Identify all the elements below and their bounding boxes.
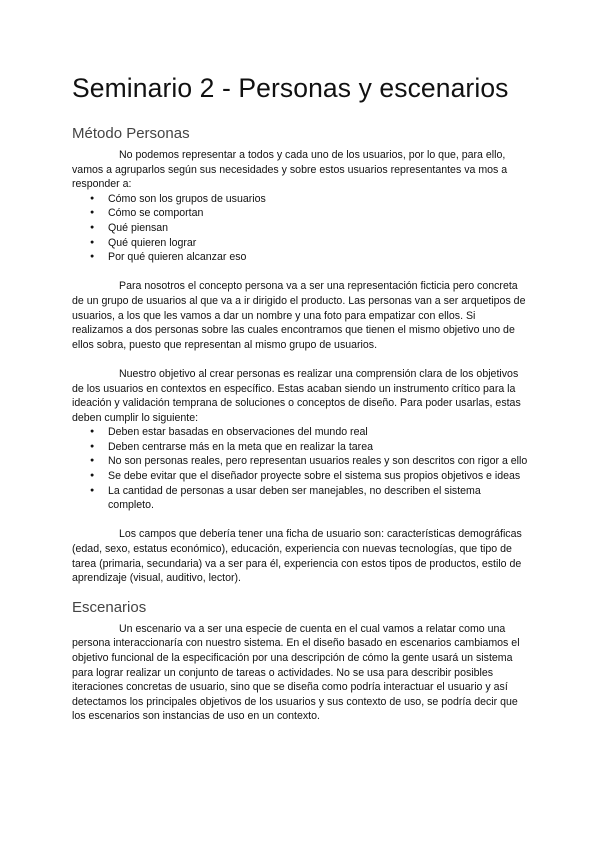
requirements-list [72, 425, 528, 513]
list-item: ● Qué piensan [90, 221, 528, 236]
paragraph-persona-objective: Nuestro objetivo al crear personas es realizar una comprensión clara de los objetivos de los usuarios en contextos en específico. Estas acaban siendo un instrumento crítico para la ideación y validación temprana de soluciones o conceptos de diseño. Para poder usarlas, estas deben cumplir lo siguiente: [72, 367, 521, 424]
section-heading-personas: Método Personas [72, 125, 190, 142]
list-item: ● Cómo son los grupos de usuarios [90, 192, 528, 207]
list-item: ● Cómo se comportan [90, 206, 528, 221]
paragraph-scenarios: Un escenario va a ser una especie de cuenta en el cual vamos a relatar como una persona interaccionaría con nuestro sistema. En el diseño basado en escenarios cambiamos el objetivo funcional de la especificación por una descripción de cómo la gente usará un sistema para lograr realizar un conjunto de tareas o actividades. No se usa para describir posibles iteraciones concretas de usuario, sino que se diseña como podría interactuar el usuario y así detectamos los principales objetivos de los usuarios y sus contexto de uso, se podría decir que los escenarios son instancias de uso en un contexto. [72, 622, 520, 723]
list-item: ● Por qué quieren alcanzar eso [90, 250, 528, 265]
list-item: ● No son personas reales, pero representan usuarios reales y son descritos con rigor a ello [90, 454, 528, 469]
list-item: ● Deben centrarse más en la meta que en realizar la tarea [90, 440, 528, 455]
questions-list [72, 192, 528, 265]
document-title: Seminario 2 - Personas y escenarios [72, 73, 509, 103]
list-item: ● Se debe evitar que el diseñador proyecte sobre el sistema sus propios objetivos e ideas [90, 469, 528, 484]
section-heading-escenarios: Escenarios [72, 598, 147, 616]
spacer [72, 586, 528, 598]
spacer [72, 513, 528, 528]
list-item: ● Qué quieren lograr [90, 236, 528, 251]
paragraph-intro: No podemos representar a todos y cada uno de los usuarios, por lo que, para ello, vamos a agruparlos según sus necesidades y sobre estos usuarios representantes va mos a responder a: [72, 149, 508, 191]
list-item: ● Deben estar basadas en observaciones del mundo real [90, 425, 528, 440]
document-content [72, 70, 528, 724]
spacer [72, 352, 528, 367]
paragraph-user-fields: Los campos que debería tener una ficha de usuario son: características demográficas (edad, sexo, estatus económico), educación, experiencia con nuevas tecnologías, que tipo de tarea (primaria, secundaria) va a ser para él, experiencia con estos tipos de productos, estilo de aprendizaje (visual, auditivo, lector). [72, 528, 522, 585]
list-item: ● La cantidad de personas a usar deben ser manejables, no describen el sistema completo. [90, 484, 528, 513]
spacer [72, 265, 528, 280]
paragraph-persona-concept: Para nosotros el concepto persona va a ser una representación ficticia pero concreta de un grupo de usuarios al que va a ir dirigido el producto. Las personas van a ser arquetipos de usuarios, a los que les vamos a dar un nombre y una foto para empatizar con ellos. Si realizamos a dos personas sobre las cuales encontramos que tienen el mismo objetivo uno de ellos sobra, puesto que representan al mismo grupo de usuarios. [72, 280, 526, 351]
